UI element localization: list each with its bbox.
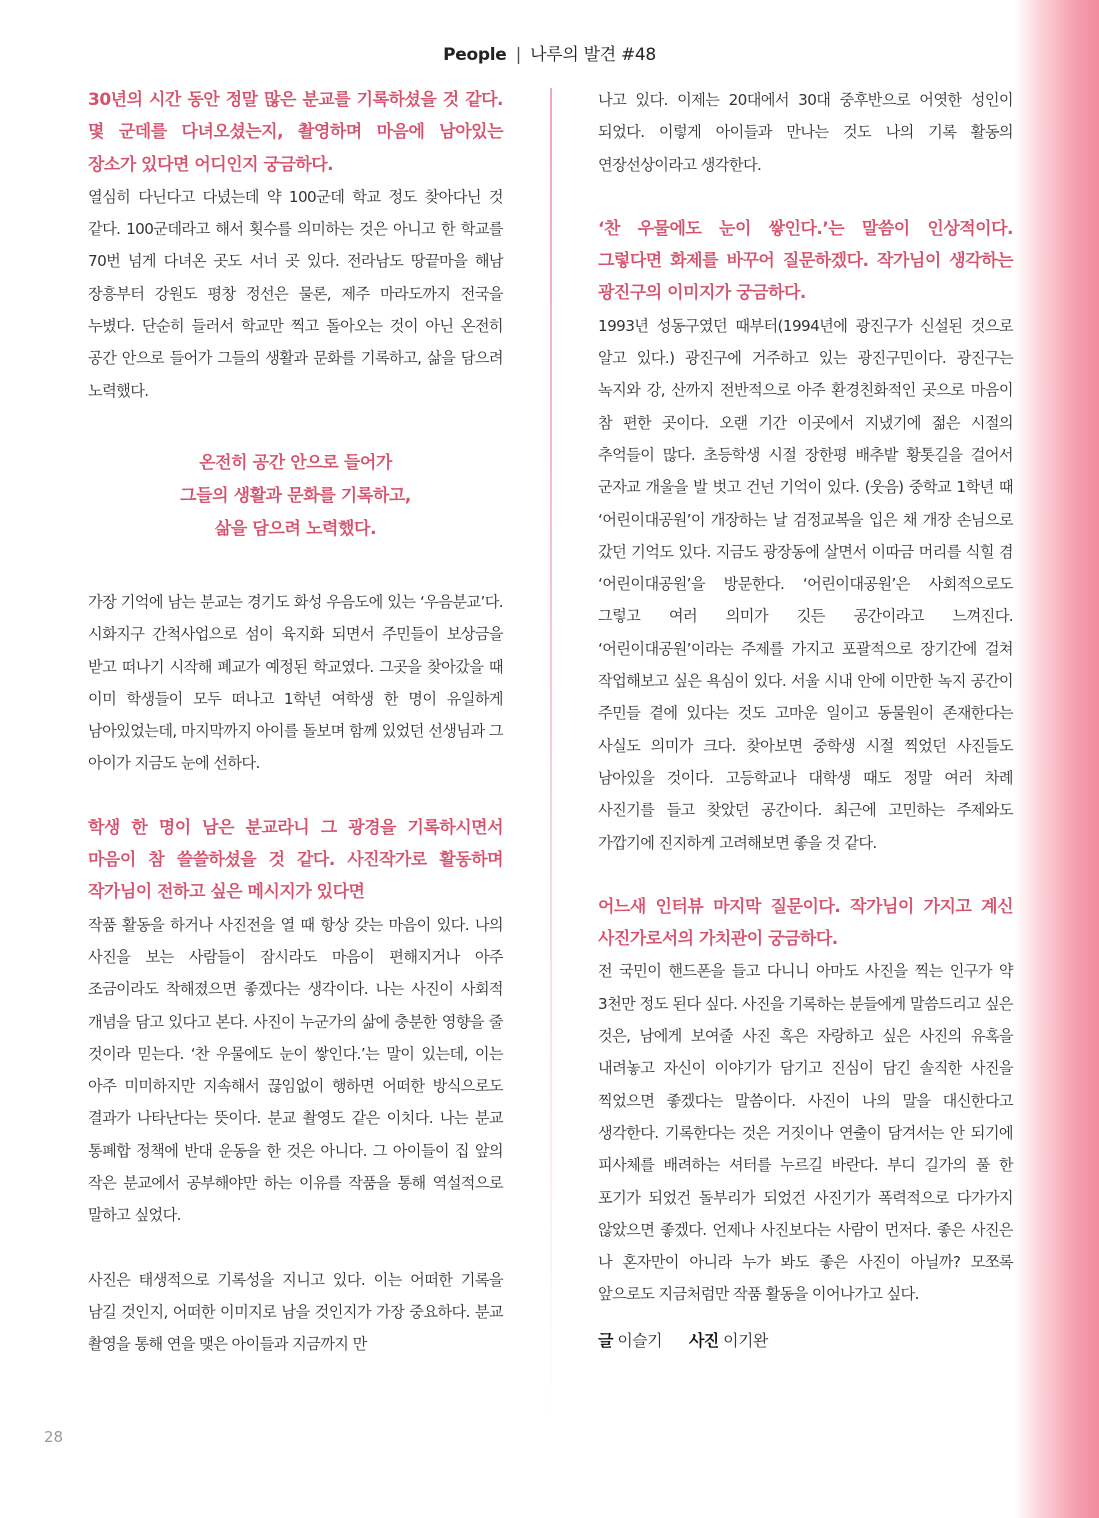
paragraph-gap [88,780,503,812]
answer-2-continued: 사진은 태생적으로 기록성을 지니고 있다. 이는 어떠한 기록을 남길 것인지, 어떠한 이미지로 남을 것인지가 가장 중요하다. 분교 촬영을 통해 연을 맺은 아이들과 지금까지 만 [88,1270,503,1354]
answer-2-end: 나고 있다. 이제는 20대에서 30대 중후반으로 어엿한 성인이 되었다. 이렇게 아이들과 만나는 것도 나의 기록 활동의 연장선상이라고 생각한다. [598,91,1013,174]
answer-4: 전 국민이 핸드폰을 들고 다니니 아마도 사진을 찍는 인구가 약 3천만 정도 된다 싶다. 사진을 기록하는 분들에게 말씀드리고 싶은 것은, 남에게 보여줄 사진 혹은 자랑하고 싶은 사진의 유혹을 내려놓고 자신이 이야기가 담기고 진심이 담긴 솔직한 사진을 찍었으면 좋겠다는 말씀이다. 사진이 나의 말을 대신한다고 생각한다. 기록한다는 것은 거짓이나 연출이 담겨서는 안 되기에 피사체를 배려하는 셔터를 누르길 바란다. 부디 길가의 풀 한 포기가 되었건 돌부리가 되었건 사진기가 폭력적으로 다가가지 않았으면 좋겠다. 언제나 사진보다는 사람이 먼저다. 좋은 사진은 나 혼자만이 아니라 누가 봐도 좋은 사진이 아닐까? 모쪼록 앞으로도 지금처럼만 작품 활동을 이어나가고 싶다. [598,962,1013,1304]
right-column [598,84,1013,1357]
paragraph-gap [598,859,1013,891]
question-1: 30년의 시간 동안 정말 많은 분교를 기록하셨을 것 같다. 몇 군데를 다녀오셨는지, 촬영하며 마음에 남아있는 장소가 있다면 어디인지 궁금하다. [88,90,503,175]
answer-3: 1993년 성동구였던 때부터(1994년에 광진구가 신설된 것으로 알고 있다.) 광진구에 거주하고 있는 광진구민이다. 광진구는 녹지와 강, 산까지 전반적으로 아주 환경친화적인 곳으로 마음이 참 편한 곳이다. 오랜 기간 이곳에서 지냈기에 젊은 시절의 추억들이 많다. 초등학생 시절 장한평 배추밭 황톳길을 걸어서 군자교 개울을 발 벗고 건넌 기억이 있다. (웃음) 중학교 1학년 때 ‘어린이대공원’이 개장하는 날 검정교복을 입은 채 개장 손님으로 갔던 기억도 있다. 지금도 광장동에 살면서 이따금 머리를 식힐 겸 ‘어린이대공원’을 방문한다. ‘어린이대공원’은 사회적으로도 그렇고 여러 의미가 깃든 공간이라고 느껴진다. ‘어린이대공원’이라는 주제를 가지고 포괄적으로 장기간에 걸쳐 작업해보고 싶은 욕심이 있다. 서울 시내 안에 이만한 녹지 공간이 주민들 곁에 있다는 것도 고마운 일이고 동물원이 존재한다는 사실도 의미가 크다. 찾아보면 중학생 시절 찍었던 사진들도 남아있을 것이다. 고등학교나 대학생 때도 정말 여러 차례 사진기를 들고 찾았던 공간이다. 최근에 고민하는 주제와도 가깝기에 진지하게 고려해보면 좋을 것 같다. [598,316,1013,852]
answer-1: 열심히 다닌다고 다녔는데 약 100군데 학교 정도 찾아다닌 것 같다. 100군데라고 해서 횟수를 의미하는 것은 아니고 한 학교를 70번 넘게 다녀온 곳도 서너 곳 있다. 전라남도 땅끝마을 해남 장흥부터 강원도 평창 정선은 물론, 제주 마라도까지 전국을 누볐다. 단순히 들러서 학교만 찍고 돌아오는 것이 아닌 온전히 공간 안으로 들어가 그들의 생활과 문화를 기록하고, 삶을 담으려 노력했다. [88,187,503,400]
photo-label: 사진 [688,1330,719,1350]
photographer-name: 이기완 [723,1330,768,1350]
pull-quote [88,447,503,546]
answer-2: 작품 활동을 하거나 사진전을 열 때 항상 갖는 마음이 있다. 나의 사진을 보는 사람들이 잠시라도 마음이 편해지거나 아주 조금이라도 착해졌으면 좋겠다는 생각이다. 나는 사진이 사회적 개념을 담고 있다고 본다. 사진이 누군가의 삶에 충분한 영향을 줄 것이라 믿는다. ‘찬 우물에도 눈이 쌓인다.’는 말이 있는데, 이는 아주 미미하지만 지속해서 끊임없이 행하면 어떠한 방식으로도 결과가 나타난다는 뜻이다. 분교 촬영도 같은 이치다. 나는 분교 통폐합 정책에 반대 운동을 한 것은 아니다. 그 아이들이 집 앞의 작은 분교에서 공부해야만 하는 이유를 작품을 통해 역설적으로 말하고 싶었다. [88,915,503,1225]
column-divider [550,88,552,1418]
writer-label: 글 [598,1330,613,1350]
side-gradient-bar [1015,0,1099,1518]
page-number: 28 [44,1428,64,1446]
question-3: ‘찬 우물에도 눈이 쌓인다.’는 말씀이 인상적이다. 그렇다면 화제를 바꾸어 질문하겠다. 작가님이 생각하는 광진구의 이미지가 궁금하다. [598,218,1013,304]
credits [598,1325,1013,1357]
question-4: 어느새 인터뷰 마지막 질문이다. 작가님이 가지고 계신 사진가로서의 가치관이 궁금하다. [598,896,1013,950]
series-title: 나루의 발견 #48 [530,45,656,65]
answer-1-continued: 가장 기억에 남는 분교는 경기도 화성 우음도에 있는 ‘우음분교’다. 시화지구 간척사업으로 섬이 육지화 되면서 주민들이 보상금을 받고 떠나기 시작해 폐교가 예정된 학교였다. 그곳을 찾아갔을 때 이미 학생들이 모두 떠나고 1학년 여학생 한 명이 유일하게 남아있었는데, 마지막까지 아이를 돌보며 함께 있었던 선생님과 그 아이가 지금도 눈에 선하다. [88,592,503,773]
paragraph-gap [88,1232,503,1264]
page-header [0,40,1099,65]
paragraph-gap [598,181,1013,213]
left-column [88,84,503,1361]
pull-quote-line: 그들의 생활과 문화를 기록하고, [180,485,411,506]
pull-quote-line: 삶을 담으려 노력했다. [214,518,377,539]
section-label: People [443,45,507,65]
question-2: 학생 한 명이 남은 분교라니 그 광경을 기록하시면서 마음이 참 쓸쓸하셨을 것 같다. 사진작가로 활동하며 작가님이 전하고 싶은 메시지가 있다면 [88,817,503,903]
pull-quote-line: 온전히 공간 안으로 들어가 [199,452,392,473]
writer-name: 이슬기 [617,1330,662,1350]
header-separator: | [515,45,522,65]
